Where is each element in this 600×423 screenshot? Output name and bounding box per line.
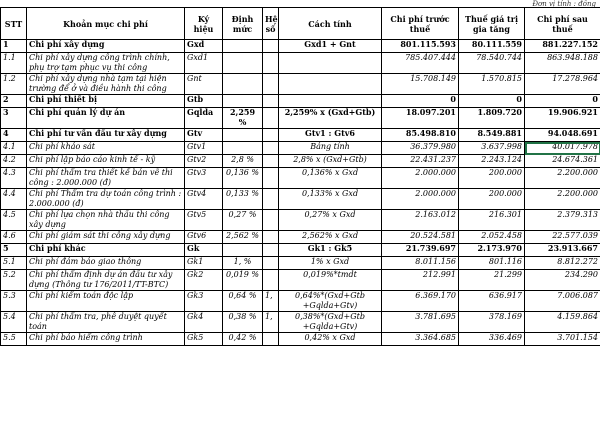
row-stt[interactable]: 3 (1, 108, 27, 129)
table-row (1, 129, 600, 142)
row-vat[interactable]: 78.540.744 (459, 53, 525, 74)
table-row (1, 53, 600, 74)
row-symbol[interactable]: Gk (185, 244, 223, 257)
row-post-tax[interactable]: 22.577.039 (525, 231, 600, 244)
row-item[interactable]: Chi phí bảo hiểm công trình (27, 333, 185, 346)
table-row (1, 291, 600, 312)
row-vat[interactable]: 1.570.815 (459, 74, 525, 95)
row-vat[interactable]: 1.809.720 (459, 108, 525, 129)
row-vat[interactable]: 200.000 (459, 168, 525, 189)
table-row (1, 270, 600, 291)
row-item[interactable]: Chi phí xây dựng công trình chính, phụ trợ tạm phục vụ thi công (27, 53, 185, 74)
row-pre-tax[interactable]: 6.369.170 (382, 291, 459, 312)
row-norm[interactable]: 0,133 % (223, 189, 263, 210)
row-pre-tax[interactable]: 2.000.000 (382, 168, 459, 189)
row-coef[interactable] (263, 40, 279, 53)
row-pre-tax[interactable]: 8.011.156 (382, 257, 459, 270)
row-norm[interactable] (223, 53, 263, 74)
row-stt[interactable]: 1 (1, 40, 27, 53)
row-vat[interactable]: 80.111.559 (459, 40, 525, 53)
row-vat[interactable]: 636.917 (459, 291, 525, 312)
row-pre-tax[interactable]: 22.431.237 (382, 155, 459, 168)
row-item[interactable]: Chi phí đảm bảo giao thông (27, 257, 185, 270)
row-pre-tax[interactable]: 0 (382, 95, 459, 108)
row-method[interactable]: 0,136% x Gxd (279, 168, 382, 189)
row-post-tax[interactable]: 881.227.152 (525, 40, 600, 53)
row-method[interactable] (279, 74, 382, 95)
row-norm[interactable]: 2,8 % (223, 155, 263, 168)
row-vat[interactable]: 216.301 (459, 210, 525, 231)
row-post-tax[interactable]: 40.017.978 (525, 142, 600, 155)
row-item[interactable]: Chi phí thẩm tra thiết kế bản vẽ thi công : 2.000.000 (đ) (27, 168, 185, 189)
table-row (1, 74, 600, 95)
row-symbol[interactable]: Gtv2 (185, 155, 223, 168)
row-pre-tax[interactable]: 20.524.581 (382, 231, 459, 244)
row-post-tax[interactable]: 24.674.361 (525, 155, 600, 168)
row-vat[interactable]: 21.299 (459, 270, 525, 291)
row-coef[interactable] (263, 95, 279, 108)
row-item[interactable]: Chi phí quản lý dự án (27, 108, 185, 129)
row-method[interactable]: 0,64%*(Gxd+Gtb +Gqlda+Gtv) (279, 291, 382, 312)
row-coef[interactable] (263, 129, 279, 142)
row-stt[interactable]: 4.6 (1, 231, 27, 244)
row-post-tax[interactable]: 23.913.667 (525, 244, 600, 257)
row-vat[interactable]: 2.173.970 (459, 244, 525, 257)
row-method[interactable]: 0,42% x Gxd (279, 333, 382, 346)
row-symbol[interactable]: Gk2 (185, 270, 223, 291)
row-symbol[interactable]: Gqlda (185, 108, 223, 129)
row-stt[interactable]: 5.4 (1, 312, 27, 333)
cost-table (0, 7, 600, 346)
header-norm[interactable]: Định mức (223, 8, 263, 40)
row-item[interactable]: Chi phí thiết bị (27, 95, 185, 108)
row-pre-tax[interactable]: 15.708.149 (382, 74, 459, 95)
row-post-tax[interactable]: 8.812.272 (525, 257, 600, 270)
table-row (1, 108, 600, 129)
row-item[interactable]: Chi phí khảo sát (27, 142, 185, 155)
row-symbol[interactable]: Gtv3 (185, 168, 223, 189)
row-coef[interactable] (263, 333, 279, 346)
row-norm[interactable] (223, 129, 263, 142)
row-stt[interactable]: 4.1 (1, 142, 27, 155)
row-norm[interactable] (223, 142, 263, 155)
row-item[interactable]: Chi phí xây dựng (27, 40, 185, 53)
header-item[interactable]: Khoản mục chi phí (27, 8, 185, 40)
row-stt[interactable]: 2 (1, 95, 27, 108)
row-method[interactable] (279, 95, 382, 108)
row-norm[interactable] (223, 95, 263, 108)
header-pre-tax[interactable]: Chi phí trước thuế (382, 8, 459, 40)
row-post-tax[interactable]: 19.906.921 (525, 108, 600, 129)
row-vat[interactable]: 0 (459, 95, 525, 108)
row-pre-tax[interactable]: 801.115.593 (382, 40, 459, 53)
row-coef[interactable] (263, 108, 279, 129)
row-norm[interactable]: 0,38 % (223, 312, 263, 333)
header-stt[interactable]: STT (1, 8, 27, 40)
row-item[interactable]: Chi phí xây dựng nhà tạm tại hiện trường để ở và điều hành thi công (27, 74, 185, 95)
row-symbol[interactable]: Gxd (185, 40, 223, 53)
row-post-tax[interactable]: 3.701.154 (525, 333, 600, 346)
row-norm[interactable]: 2,562 % (223, 231, 263, 244)
row-vat[interactable]: 2.243.124 (459, 155, 525, 168)
row-coef[interactable] (263, 189, 279, 210)
table-row (1, 168, 600, 189)
row-item[interactable]: Chi phí lập báo cáo kinh tế - kỹ (27, 155, 185, 168)
row-symbol[interactable]: Gk1 (185, 257, 223, 270)
row-method[interactable]: Gk1 : Gk5 (279, 244, 382, 257)
row-symbol[interactable]: Gxd1 (185, 53, 223, 74)
row-vat[interactable]: 336.469 (459, 333, 525, 346)
row-coef[interactable] (263, 53, 279, 74)
row-norm[interactable]: 0,27 % (223, 210, 263, 231)
row-norm[interactable] (223, 74, 263, 95)
row-pre-tax[interactable]: 2.000.000 (382, 189, 459, 210)
row-post-tax[interactable]: 94.048.691 (525, 129, 600, 142)
row-post-tax[interactable]: 7.006.087 (525, 291, 600, 312)
row-method[interactable]: Gtv1 : Gtv6 (279, 129, 382, 142)
row-method[interactable]: Bảng tính (279, 142, 382, 155)
row-item[interactable]: Chi phí khác (27, 244, 185, 257)
row-coef[interactable]: 1, (263, 312, 279, 333)
header-post-tax[interactable]: Chi phí sau thuế (525, 8, 600, 40)
row-post-tax[interactable]: 863.948.188 (525, 53, 600, 74)
row-coef[interactable] (263, 257, 279, 270)
row-post-tax[interactable]: 2.200.000 (525, 168, 600, 189)
row-pre-tax[interactable]: 785.407.444 (382, 53, 459, 74)
row-method[interactable]: 0,133% x Gxd (279, 189, 382, 210)
row-item[interactable]: Chi phí Thẩm tra dự toán công trình : 2.000.000 (đ) (27, 189, 185, 210)
table-row (1, 189, 600, 210)
row-stt[interactable]: 5 (1, 244, 27, 257)
row-symbol[interactable]: Gk5 (185, 333, 223, 346)
table-row (1, 155, 600, 168)
row-post-tax[interactable]: 0 (525, 95, 600, 108)
row-item[interactable]: Chi phí tư vấn đầu tư xây dựng (27, 129, 185, 142)
row-norm[interactable]: 2,259 % (223, 108, 263, 129)
row-symbol[interactable]: Gtv6 (185, 231, 223, 244)
row-pre-tax[interactable]: 2.163.012 (382, 210, 459, 231)
row-vat[interactable]: 200.000 (459, 189, 525, 210)
row-symbol[interactable]: Gk3 (185, 291, 223, 312)
row-vat[interactable]: 2.052.458 (459, 231, 525, 244)
table-row (1, 312, 600, 333)
row-coef[interactable]: 1, (263, 291, 279, 312)
row-method[interactable]: 0,27% x Gxd (279, 210, 382, 231)
row-symbol[interactable]: Gk4 (185, 312, 223, 333)
row-norm[interactable]: 0,019 % (223, 270, 263, 291)
row-method[interactable]: 2,259% x (Gxd+Gtb) (279, 108, 382, 129)
row-item[interactable]: Chi phí kiểm toán độc lập (27, 291, 185, 312)
row-vat[interactable]: 3.637.998 (459, 142, 525, 155)
header-symbol[interactable]: Ký hiệu (185, 8, 223, 40)
row-norm[interactable] (223, 244, 263, 257)
row-pre-tax[interactable]: 18.097.201 (382, 108, 459, 129)
row-method[interactable]: 0,019%*tmdt (279, 270, 382, 291)
row-method[interactable]: 1% x Gxd (279, 257, 382, 270)
header-coef[interactable]: Hệ số (263, 8, 279, 40)
row-coef[interactable] (263, 142, 279, 155)
row-item[interactable]: Chi phí thẩm tra, phê duyệt quyết toán (27, 312, 185, 333)
row-pre-tax[interactable]: 3.364.685 (382, 333, 459, 346)
row-coef[interactable] (263, 244, 279, 257)
row-post-tax[interactable]: 4.159.864 (525, 312, 600, 333)
row-stt[interactable]: 5.2 (1, 270, 27, 291)
table-row (1, 244, 600, 257)
row-pre-tax[interactable]: 212.991 (382, 270, 459, 291)
row-norm[interactable]: 0,64 % (223, 291, 263, 312)
row-pre-tax[interactable]: 85.498.810 (382, 129, 459, 142)
row-vat[interactable]: 801.116 (459, 257, 525, 270)
row-stt[interactable]: 4.3 (1, 168, 27, 189)
row-norm[interactable]: 1, % (223, 257, 263, 270)
row-symbol[interactable]: Gnt (185, 74, 223, 95)
row-method[interactable]: 2,562% x Gxd (279, 231, 382, 244)
row-stt[interactable]: 4 (1, 129, 27, 142)
row-stt[interactable]: 5.1 (1, 257, 27, 270)
row-method[interactable] (279, 53, 382, 74)
row-stt[interactable]: 4.5 (1, 210, 27, 231)
table-row (1, 142, 600, 155)
row-method[interactable]: 2,8% x (Gxd+Gtb) (279, 155, 382, 168)
row-pre-tax[interactable]: 36.379.980 (382, 142, 459, 155)
row-coef[interactable] (263, 155, 279, 168)
table-row (1, 257, 600, 270)
row-item[interactable]: Chi phí thẩm định dự án đầu tư xây dựng (Thông tư 176/2011/TT-BTC) (27, 270, 185, 291)
row-stt[interactable]: 5.3 (1, 291, 27, 312)
table-row (1, 231, 600, 244)
row-coef[interactable] (263, 231, 279, 244)
table-row (1, 210, 600, 231)
row-symbol[interactable]: Gtv5 (185, 210, 223, 231)
row-method[interactable]: 0,38%*(Gxd+Gtb +Gqlda+Gtv) (279, 312, 382, 333)
row-pre-tax[interactable]: 21.739.697 (382, 244, 459, 257)
row-stt[interactable]: 4.4 (1, 189, 27, 210)
row-item[interactable]: Chi phí lựa chọn nhà thầu thi công xây dựng (27, 210, 185, 231)
row-norm[interactable]: 0,42 % (223, 333, 263, 346)
row-symbol[interactable]: Gtv (185, 129, 223, 142)
row-post-tax[interactable]: 2.379.313 (525, 210, 600, 231)
row-pre-tax[interactable]: 3.781.695 (382, 312, 459, 333)
row-post-tax[interactable]: 2.200.000 (525, 189, 600, 210)
row-coef[interactable] (263, 168, 279, 189)
row-symbol[interactable]: Gtv4 (185, 189, 223, 210)
table-row (1, 333, 600, 346)
row-coef[interactable] (263, 74, 279, 95)
row-coef[interactable] (263, 210, 279, 231)
row-stt[interactable]: 1.1 (1, 53, 27, 74)
unit-label: Đơn vị tính : đồng (532, 0, 596, 8)
row-stt[interactable]: 5.5 (1, 333, 27, 346)
row-symbol[interactable]: Gtv1 (185, 142, 223, 155)
row-symbol[interactable]: Gtb (185, 95, 223, 108)
row-stt[interactable]: 4.2 (1, 155, 27, 168)
row-norm[interactable]: 0,136 % (223, 168, 263, 189)
row-norm[interactable] (223, 40, 263, 53)
row-coef[interactable] (263, 270, 279, 291)
table-row (1, 40, 600, 53)
row-method[interactable]: Gxd1 + Gnt (279, 40, 382, 53)
row-vat[interactable]: 8.549.881 (459, 129, 525, 142)
row-item[interactable]: Chi phí giám sát thi công xây dựng (27, 231, 185, 244)
table-row (1, 95, 600, 108)
row-post-tax[interactable]: 234.290 (525, 270, 600, 291)
row-stt[interactable]: 1.2 (1, 74, 27, 95)
header-row (1, 8, 600, 40)
row-vat[interactable]: 378.169 (459, 312, 525, 333)
header-vat[interactable]: Thuế giá trị gia tăng (459, 8, 525, 40)
header-method[interactable]: Cách tính (279, 8, 382, 40)
row-post-tax[interactable]: 17.278.964 (525, 74, 600, 95)
